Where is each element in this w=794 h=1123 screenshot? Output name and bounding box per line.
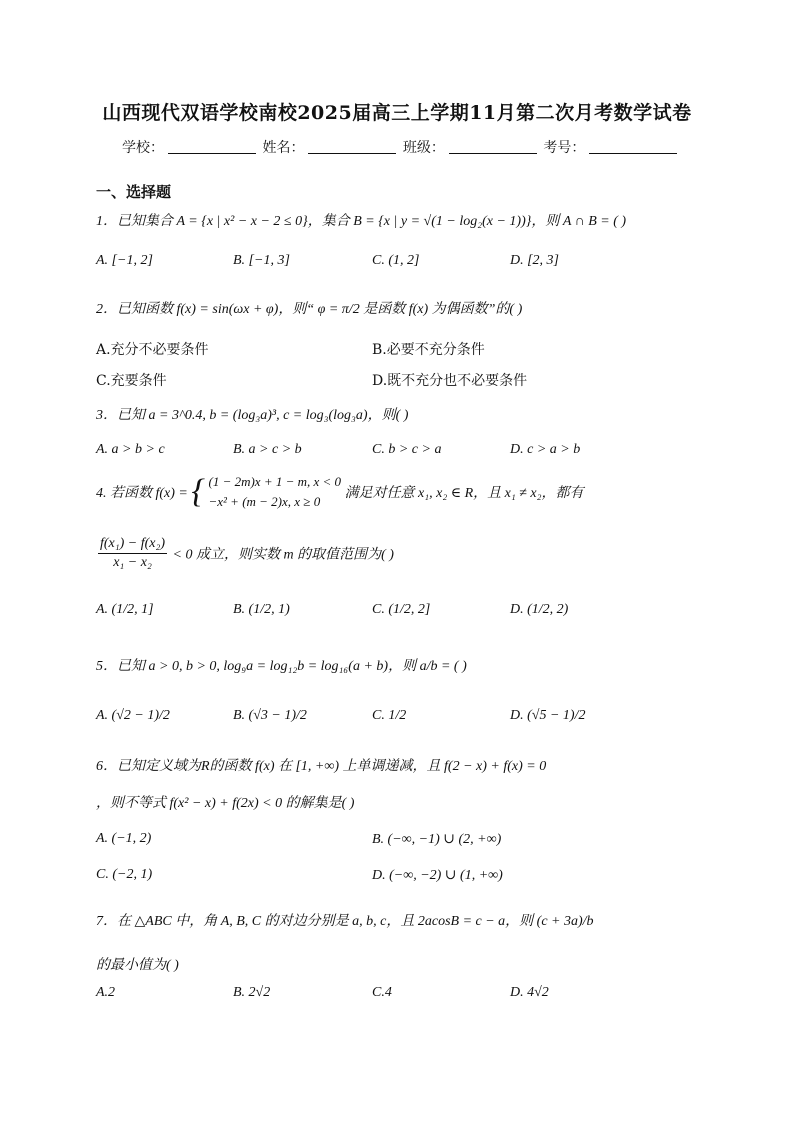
school-blank[interactable] xyxy=(168,139,256,154)
piecewise-case-1: (1 − 2m)x + 1 − m, x < 0 xyxy=(208,474,342,489)
question-4-option-a[interactable]: A. (1/2, 1] xyxy=(96,602,154,617)
question-2-stem: 2．已知函数 f(x) = sin(ωx + φ)，则“ φ = π/2 是函数 f(x) 为偶函数”的( ) xyxy=(96,302,523,317)
difference-quotient-numerator: f(x₁) − f(x₂) xyxy=(98,535,167,554)
question-7-option-d[interactable]: D. 4√2 xyxy=(510,985,549,1000)
difference-quotient-denominator: x₁ − x₂ xyxy=(113,555,152,570)
question-1-option-d[interactable]: D. [2, 3] xyxy=(510,253,560,268)
question-5-option-b[interactable]: B. (√3 − 1)/2 xyxy=(233,708,307,723)
question-1-option-b[interactable]: B. [−1, 3] xyxy=(233,253,290,268)
question-6-option-c[interactable]: C. (−2, 1) xyxy=(96,867,153,882)
question-5-option-a[interactable]: A. (√2 − 1)/2 xyxy=(96,708,170,723)
section-heading: 一、选择题 xyxy=(96,183,172,201)
question-4-stem xyxy=(96,472,584,512)
question-4-prefix: 4. 若函数 f(x) = xyxy=(96,486,188,501)
question-2-option-d[interactable]: D.既不充分也不必要条件 xyxy=(372,373,528,389)
question-3-stem: 3．已知 a = 3^0.4, b = (log₃a)³, c = log₃(log₃a)，则( ) xyxy=(96,408,409,423)
page-title: 山西现代双语学校南校2025届高三上学期11月第二次月考数学试卷 xyxy=(102,102,692,124)
question-4-option-b[interactable]: B. (1/2, 1) xyxy=(233,602,290,617)
question-3-option-c[interactable]: C. b > c > a xyxy=(372,442,442,457)
question-4-option-c[interactable]: C. (1/2, 2] xyxy=(372,602,431,617)
exam-number-label: 考号： xyxy=(543,140,586,156)
question-4-stem-line-2 xyxy=(96,535,394,572)
question-6-option-b[interactable]: B. (−∞, −1) ∪ (2, +∞) xyxy=(372,832,502,847)
question-1-option-c[interactable]: C. (1, 2] xyxy=(372,253,420,268)
question-3-option-a[interactable]: A. a > b > c xyxy=(96,442,165,457)
piecewise-brace: { xyxy=(191,473,205,510)
name-blank[interactable] xyxy=(308,139,396,154)
school-label: 学校： xyxy=(122,140,164,156)
question-6-stem-line-2: ，则不等式 f(x² − x) + f(2x) < 0 的解集是( ) xyxy=(96,796,355,811)
question-2-option-b[interactable]: B.必要不充分条件 xyxy=(372,342,485,358)
question-4-option-d[interactable]: D. (1/2, 2) xyxy=(510,602,569,617)
question-7-stem-line-2: 的最小值为( ) xyxy=(96,958,179,973)
question-5-option-d[interactable]: D. (√5 − 1)/2 xyxy=(510,708,586,723)
question-2-option-c[interactable]: C.充要条件 xyxy=(96,373,167,389)
question-1-stem: 1．已知集合 A = {x | x² − x − 2 ≤ 0}，集合 B = {x | y = √(1 − log₂(x − 1))}，则 A ∩ B = ( ) xyxy=(96,214,627,229)
question-7-option-a[interactable]: A.2 xyxy=(96,985,116,1000)
question-5-stem: 5．已知 a > 0, b > 0, log₉a = log₁₂b = log₁₆(a + b)，则 a/b = ( ) xyxy=(96,659,467,674)
question-6-stem: 6．已知定义域为R的函数 f(x) 在 [1, +∞) 上单调递减，且 f(2 − x) + f(x) = 0 xyxy=(96,759,547,774)
class-label: 班级： xyxy=(402,140,445,156)
question-1-option-a[interactable]: A. [−1, 2] xyxy=(96,253,153,268)
question-5-option-c[interactable]: C. 1/2 xyxy=(372,708,407,723)
question-7-stem: 7．在 △ABC 中，角 A, B, C 的对边分别是 a, b, c，且 2acosB = c − a，则 (c + 3a)/b xyxy=(96,914,594,929)
question-4-ask: < 0 成立，则实数 m 的取值范围为( ) xyxy=(172,547,394,563)
difference-quotient xyxy=(98,535,167,572)
question-6-option-d[interactable]: D. (−∞, −2) ∪ (1, +∞) xyxy=(372,868,503,883)
question-3-option-d[interactable]: D. c > a > b xyxy=(510,442,581,457)
question-7-option-b[interactable]: B. 2√2 xyxy=(233,985,271,1000)
question-7-option-c[interactable]: C.4 xyxy=(372,985,392,1000)
class-blank[interactable] xyxy=(449,139,537,154)
name-label: 姓名： xyxy=(262,140,305,156)
piecewise-function xyxy=(208,472,341,512)
exam-number-blank[interactable] xyxy=(589,139,677,154)
question-6-option-a[interactable]: A. (−1, 2) xyxy=(96,831,152,846)
question-4-condition: 满足对任意 x₁, x₂ ∈ R，且 x₁ ≠ x₂，都有 xyxy=(344,486,584,501)
question-2-option-a[interactable]: A.充分不必要条件 xyxy=(96,342,209,358)
piecewise-case-2: −x² + (m − 2)x, x ≥ 0 xyxy=(208,494,321,509)
student-info-line xyxy=(122,137,679,157)
question-3-option-b[interactable]: B. a > c > b xyxy=(233,442,302,457)
